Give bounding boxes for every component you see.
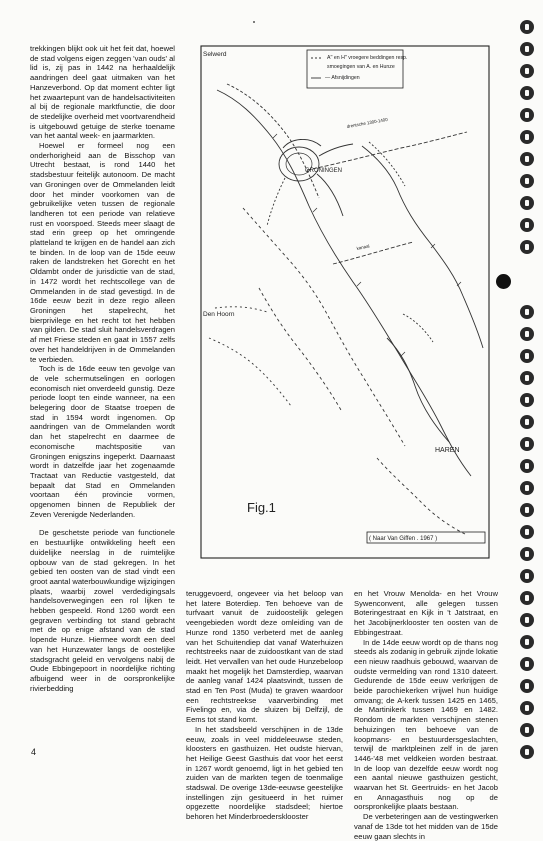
binder-hole xyxy=(520,20,534,34)
binder-hole xyxy=(520,393,534,407)
binder-hole xyxy=(520,240,534,254)
binder-hole xyxy=(520,86,534,100)
map-label-haren: HAREN xyxy=(435,447,460,454)
binder-hole xyxy=(520,305,534,319)
binder-hole xyxy=(520,218,534,232)
binder-hole xyxy=(520,635,534,649)
figure-source: ( Naar Van Giffen . 1967 ) xyxy=(369,536,438,542)
binder-hole xyxy=(520,130,534,144)
binder-hole xyxy=(520,174,534,188)
binder-hole xyxy=(520,745,534,759)
binder-hole xyxy=(520,371,534,385)
binder-hole xyxy=(520,152,534,166)
paragraph: In het stadsbeeld verschijnen in de 13de eeuw, zoals in veel middeleeuwse steden, kloosters en gasthuizen. Het oudste hiervan, het Heilige Geest Gasthuis dat voor het eerst in 1267 wordt genoemd, ligt in het gebied ten zuiden van de markten tegen de toenmalige stadswal. De overige 13de-eeuwse geestelijke instellingen zijn gesitueerd in het ruimer opgezette noordelijke stadsdeel; hiertoe behoren het Minderbroedersklooster xyxy=(186,724,343,822)
binder-hole xyxy=(520,613,534,627)
map-label-groningen: GRONINGEN xyxy=(305,168,343,174)
page-number: 4 xyxy=(31,747,37,757)
map-label-den-hoorn: Den Hoorn xyxy=(203,311,235,318)
map-label-drentsche: drentsche 1300-1400 xyxy=(346,116,389,129)
text-column-left xyxy=(30,44,175,693)
binder-hole xyxy=(520,108,534,122)
paragraph: In de 14de eeuw wordt op de thans nog steeds als zodanig in gebruik zijnde lokatie een nieuw raadhuis gebouwd, waarvan de oudste vermelding van rond 1310 dateert. Gedurende de 15de eeuw verkrijgen de beide parochiekerken vrijwel hun huidige omvang; de A-kerk tussen 1425 en 1465, de Martinikerk tussen 1469 en 1482. Rondom de markten verschijnen stenen behuizingen ten behoeve van de koopmans- en bestuurdersgeslachten, terwijl de marktpleinen zelf in de jaren 1446-'48 met veldkeien worden bestraat. In de loop van dezelfde eeuw wordt nog een aantal nieuwe gasthuizen gesticht, waarvan het St. Geertruids- en het Jacob en Annagasthuis nog op de oorspronkelijke plaats bestaan. xyxy=(354,637,498,812)
figure-caption: Fig.1 xyxy=(247,500,276,515)
map-label-selwerd: Selwerd xyxy=(203,51,227,58)
figure-map xyxy=(187,38,497,572)
text-column-right xyxy=(354,589,498,841)
binder-hole xyxy=(520,437,534,451)
binder-hole xyxy=(520,459,534,473)
binder-hole xyxy=(520,525,534,539)
binder-hole xyxy=(520,64,534,78)
paragraph: Toch is de 16de eeuw ten gevolge van de vele schermutselingen en oorlogen economisch niet onverdeeld gunstig. Deze periode loopt ten einde wanneer, na een belegering door de Staatse troepen de stad in 1594 wordt ingenomen. Op aandringen van de Ommelanden wordt dan het stapelrecht en daarmee de economische machtspositie van Groningen enigszins ingeperkt. Daarnaast wordt in datzelfde jaar het zogenaamde Tractaat van Reductie vastgesteld, dat bepaalt dat Stad en Ommelanden voortaan één provincie vormen, opgenomen binnen de Republiek der Zeven Verenigde Nederlanden. xyxy=(30,364,175,519)
speck xyxy=(253,21,255,23)
map-label-kanaal: kanaal xyxy=(356,243,370,251)
binder-holes xyxy=(520,0,543,766)
paragraph: De geschetste periode van functionele en bestuurlijke ontwikkeling heeft een duidelijke neerslag in de ruimtelijke opbouw van de stad gekregen. In het gebied ten oosten van de stad vindt een groot aantal waterbouwkundige wijzigingen plaats, waarbij zowel verdedigingsals handelsoverwegingen een rol lijken te hebben gespeeld. Rond 1260 wordt een gegraven verbinding tot stand gebracht met de op enige afstand van de stad lopende Hunze. Hiermee wordt een deel van het Hunzewater langs de oostelijke stadsgracht geleid en vervolgens nabij de Oude Ebbingepoort in noordelijke richting afbuigend weer in de oorspronkelijke rivierbedding xyxy=(30,528,175,693)
paragraph: en het Vrouw Menolda- en het Vrouw Sywenconvent, alle gelegen tussen Boteringestraat en Kijk in 't Jatstraat, en het Jacobijnerklooster ten oosten van de Ebbingestraat. xyxy=(354,589,498,637)
binder-hole xyxy=(520,723,534,737)
ink-blot xyxy=(496,274,511,289)
binder-hole xyxy=(520,481,534,495)
binder-hole xyxy=(520,196,534,210)
paragraph: Hoewel er formeel nog een onderhorigheid aan de Bisschop van Utrecht bestaat, is rond 1440 het stadsbestuur feitelijk autonoom. De macht van Groningen over de Ommelanden leidt door het minder voorkomen van de gebruikelijke veten tussen de regionale landheren tot een periode van relatieve rust en voorspoed. Steeds meer slaagt de stad erin greep op het omringende platteland te krijgen en de handel aan zich te binden. In de loop van de 15de eeuw raken de landstreken het Gorecht en het Oldambt onder de jurisdictie van de stad, in 1472 wordt het rechtscollege van de Ommelanden in de stad gevestigd. In de 16de eeuw bezit in deze regio alleen Groningen het stapelrecht, het bierprivilege en het recht tot het hebben van gilden. De stad sluit handelsverdragen af met Friese steden en gaat in 1557 zelfs over het handeldrijven in de Ommelanden te verbieden. xyxy=(30,141,175,364)
binder-hole xyxy=(520,679,534,693)
paragraph: De verbeteringen aan de vestingwerken vanaf de 13de tot het midden van de 15de eeuw gaan slechts in xyxy=(354,812,498,841)
text-column-middle xyxy=(186,589,343,822)
binder-hole xyxy=(520,415,534,429)
binder-hole xyxy=(520,42,534,56)
map-legend-line1: A'' en H'' vroegere beddingen resp. xyxy=(327,55,408,61)
binder-hole xyxy=(520,503,534,517)
map-legend-line3: — Afsnijdingen xyxy=(325,75,360,81)
binder-hole xyxy=(520,327,534,341)
binder-hole xyxy=(520,701,534,715)
map-legend-line2: smoegingen van A. en Hunze xyxy=(327,64,395,70)
paragraph: teruggevoerd, ongeveer via het beloop van het latere Boterdiep. Ten behoeve van de turfvaart vanuit de zuidoostelijk gelegen veengebieden wordt deze omleiding van de Hunze rond 1350 verbeterd met de aanleg van het Schuitendiep dat vanaf Waterhuizen rechtstreeks naar de zuidoostkant van de stad leidt. Het vervallen van het oude Hunzebeloop maakt het mogelijk het Damsterdiep, waarvan de aanleg vanaf 1424 plaatsvindt, tussen de stad en Ten Post (Muda) te graven waardoor een rechtstreekse vaarverbinding met Fivelingo en, via de sluizen bij Delfzijl, de Eems tot stand komt. xyxy=(186,589,343,725)
binder-hole xyxy=(520,569,534,583)
paragraph: trekkingen blijkt ook uit het feit dat, hoewel de stad volgens eigen zeggen 'van ouds' al lid is, zij pas in 1442 na herhaaldelijk aandringen deel gaat uitmaken van het Hanzeverbond. Op dat moment echter ligt het zwaartepunt van de handelsactiviteiten al bij de regionale marktfunctie, die door de stedelijke overheid met voortvarendheid is uitgebouwd getuige de sterke toename van het aantal week- en jaarmarkten. xyxy=(30,44,175,141)
binder-hole xyxy=(520,657,534,671)
binder-hole xyxy=(520,591,534,605)
binder-hole xyxy=(520,349,534,363)
binder-hole xyxy=(520,547,534,561)
